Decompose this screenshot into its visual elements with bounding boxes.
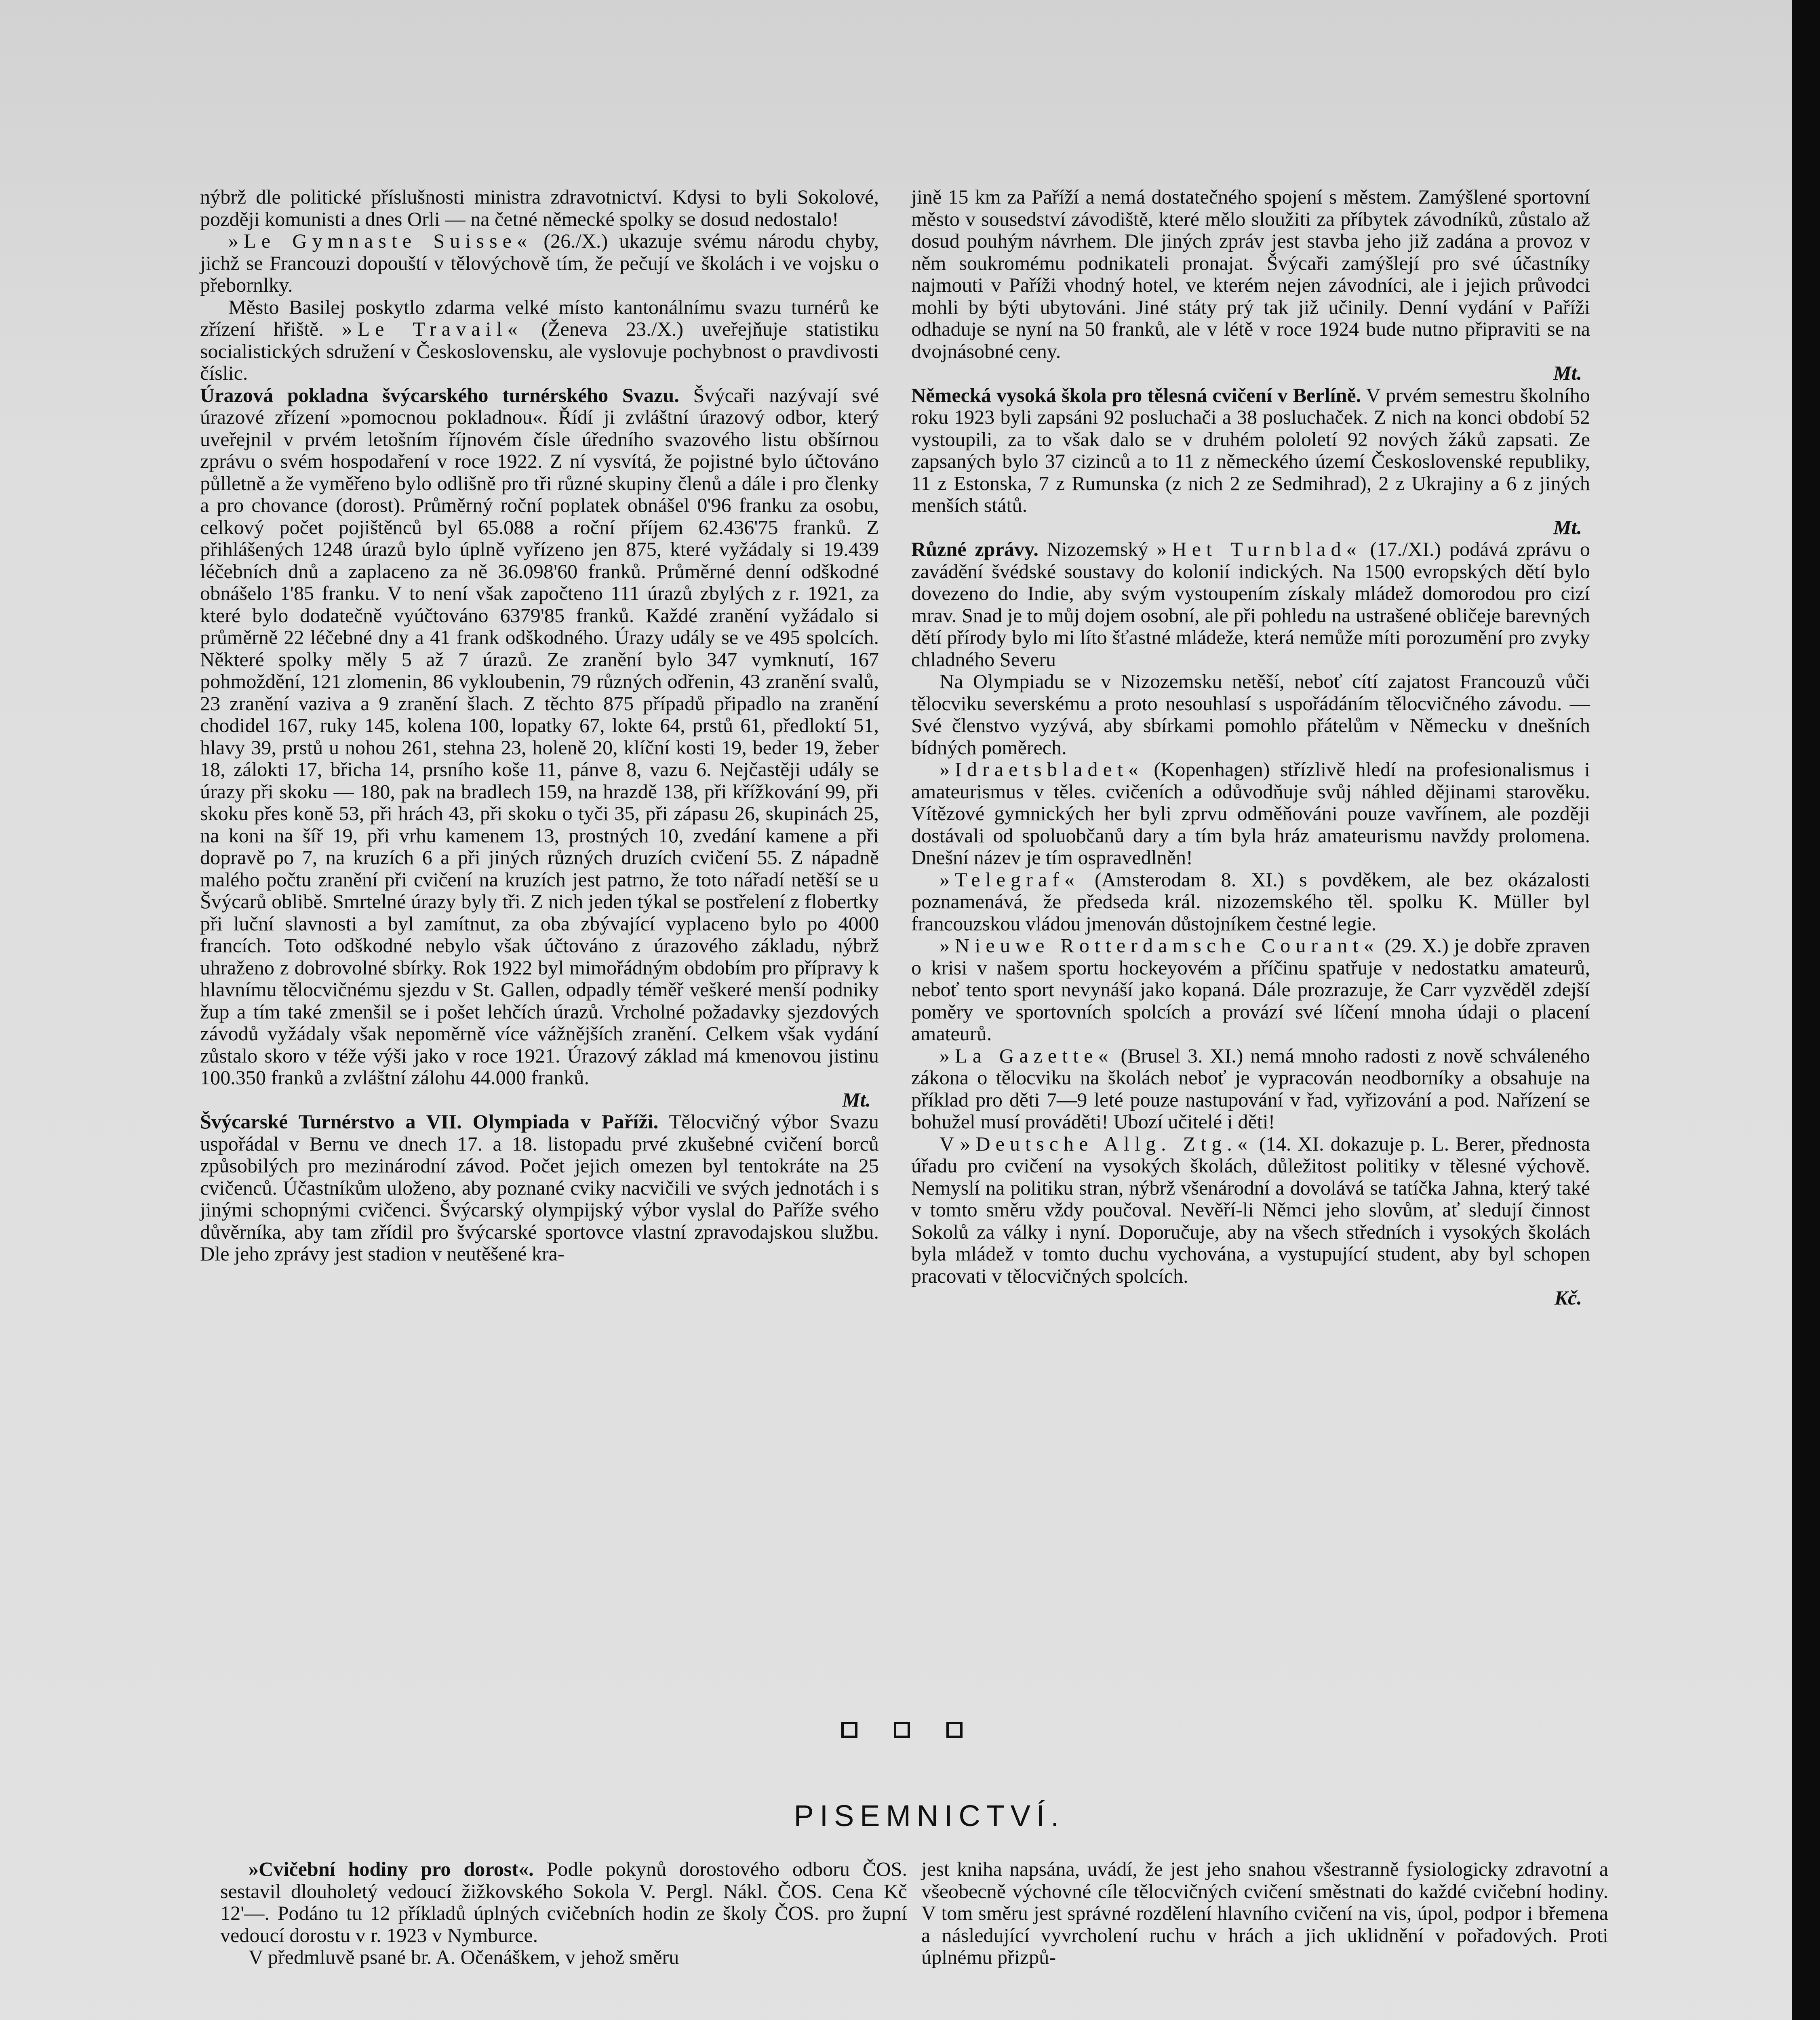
- square-ornament: [946, 1722, 963, 1738]
- paragraph: »Telegraf« (Amsterodam 8. XI.) s povděkem, ale bez okázalosti poznamenává, že předseda král. nizozemského těl. spolku K. Müller byl francouzskou vládou jmenován důstojníkem čestné legie.: [911, 868, 1590, 935]
- paragraph: V předmluvě psané br. A. Očenáškem, v jehož směru: [249, 1946, 679, 1968]
- article-heading: Úrazová pokladna švýcarského turnérského Svazu.: [200, 383, 679, 406]
- book-title: »Cvičební hodiny pro dorost«.: [249, 1858, 534, 1880]
- article-heading: Různé zprávy.: [911, 538, 1038, 560]
- article-heading: Švýcarské Turnérstvo a VII. Olympiada v Paříži.: [200, 1110, 659, 1133]
- paragraph: Německá vysoká škola pro tělesná cvičení v Berlíně. V prvém semestru školního roku 1923 byli zapsáni 92 posluchači a 38 posluchaček. Z nich na konci období 52 vystoupili, za to však dalo se v druhém pololetí 92 nových žáků zapsati. Ze zapsaných bylo 37 cizinců a to 11 z německého území Československé republiky, 11 z Estonska, 7 z Rumunska (z nich 2 ze Sedmihrad), 2 z Ukrajiny a 6 z jiných menších států.: [911, 383, 1590, 516]
- literature-right-column: [921, 1858, 1608, 1968]
- author-signature: Mt.: [842, 1088, 871, 1111]
- periodical-title: »Le Gymnaste Suisse«: [228, 229, 533, 252]
- periodical-title: »Le Travail«: [342, 318, 523, 340]
- periodical-title: »Nieuwe Rotterdamsche Courant«: [939, 934, 1379, 957]
- paragraph: V »Deutsche Allg. Ztg.« (14. XI. dokazuje p. L. Berer, přednosta úřadu pro cvičení na vysokých školách, důležitost politiky v tělesné výchově. Nemyslí na politiku stran, nýbrž všenárodní a dovolává se tatíčka Jahna, který také v tomto směru vždy poučoval. Nevěří-li Němci jeho slovům, ať sledují činnost Sokolů za války i nyní. Doporučuje, aby na všech středních i vysokých školách byla mládež v tomto duchu vychována, a vystupující student, aby byl schopen pracovati v tělocvičných spolcích.: [911, 1132, 1590, 1287]
- section-title: PISEMNICTVÍ.: [794, 1799, 1065, 1833]
- paragraph: jest kniha napsána, uvádí, že jest jeho snahou všestranně fysiologicky zdravotní a všeobecně výchovné cíle tělocvičných cvičení směstnati do každé cvičební hodiny. V tom směru jest správné rozdělení hlavního cvičení na vis, úpol, podpor i břemena a následující vyvrcholení ruchu v hrách a jich uklidnění v pořadových. Proti úplnému přizpů-: [921, 1858, 1608, 1968]
- paragraph: »Idraetsbladet« (Kopenhagen) střízlivě hledí na profesionalismus i amateurismus v těles. cvičeních a odůvodňuje svůj náhled dějinami starověku. Vítězové gymnických her byli zprvu odměňováni pouze vavřínem, ale později dostávali od spoluobčanů dary a tím byla hráz amateurismu navždy prolomena. Dnešní název je tím ospravedlněn!: [911, 758, 1590, 869]
- square-ornament: [894, 1722, 910, 1738]
- paragraph: »Le Gymnaste Suisse« (26./X.) ukazuje svému národu chyby, jichž se Francouzi dopouští v tělovýchově tím, že pečují ve školách i ve vojsku o přebornlky.: [200, 229, 879, 296]
- paragraph: Švýcarské Turnérstvo a VII. Olympiada v Paříži. Tělocvičný výbor Svazu uspořádal v Bernu ve dnech 17. a 18. listopadu prvé zkušebné cvičení borců způsobilých pro mezinárodní závod. Počet jejich omezen byl tentokráte na 25 cvičenců. Účastníkům uloženo, aby poznané cviky nacvičili ve svých jednotách i s jinými schopnými cvičenci. Švýcarský olympijský výbor vyslal do Paříže svého důvěrníka, aby tam zřídil pro švýcarské sportovce vlastní zpravodajskou službu. Dle jeho zprávy jest stadion v neutěšené kra-: [200, 1110, 879, 1265]
- literature-left-column: [220, 1858, 907, 1968]
- author-signature: Kč.: [1554, 1286, 1582, 1309]
- periodical-title: »Deutsche Allg. Ztg.«: [960, 1132, 1253, 1155]
- paragraph: Různé zprávy. Nizozemský »Het Turnblad« (17./XI.) podává zprávu o zavádění švédské soustavy do kolonií indických. Na 1500 evropských dětí bylo dovezeno do Indie, aby svým vystoupením získaly mládež domorodou pro cizí mrav. Snad je to můj dojem osobní, ale při pohledu na ustrašené obličeje barevných dětí přírody bylo mi líto šťastné mládeže, která nemůže míti porozumění pro zvyky chladného Severu: [911, 538, 1590, 671]
- signature-line: [911, 516, 1590, 539]
- periodical-title: »Het Turnblad«: [1156, 538, 1362, 560]
- signature-line: [200, 1089, 879, 1111]
- paragraph: jině 15 km za Paříží a nemá dostatečného spojení s městem. Zamýšlené sportovní město v sousedství závodiště, které mělo sloužiti za příbytek závodníků, zůstalo až dosud pouhým návrhem. Dle jiných zpráv jest stavba jeho již zadána a provoz v něm soukromému podnikateli pronajat. Švýcaři zamýšlejí pro své účastníky najmouti v Paříži vhodný hotel, ve kterém nejen závodníci, ale i jejich průvodci mohli by býti ubytováni. Jiné státy prý tak již učinily. Denní vydání v Paříži odhaduje se nyní na 50 franků, ale v létě v roce 1924 bude nutno připraviti se na dvojnásobné ceny.: [911, 185, 1590, 362]
- scan-edge-right: [1792, 0, 1820, 2020]
- paragraph: »La Gazette« (Brusel 3. XI.) nemá mnoho radosti z nově schváleného zákona o tělocviku na školách neboť je vypracován neodborníky a obsahuje na příklad pro děti 7—9 leté pouze nastupování v řad, vyřizování a pod. Nařízení se bohužel musí prováděti! Ubozí učitelé i děti!: [911, 1044, 1590, 1133]
- author-signature: Mt.: [1553, 362, 1582, 384]
- square-ornament: [841, 1722, 857, 1738]
- article-heading: Německá vysoká škola pro tělesná cvičení v Berlíně.: [911, 383, 1361, 406]
- right-column: [911, 186, 1590, 1309]
- paragraph: Město Basilej poskytlo zdarma velké místo kantonálnímu svazu turnérů ke zřízení hřiště. »Le Travail« (Ženeva 23./X.) uveřejňuje statistiku socialistických sdružení v Československu, ale vyslovuje pochybnost o pravdivosti číslic.: [200, 295, 879, 384]
- periodical-title: »La Gazette«: [939, 1044, 1114, 1067]
- paragraph: nýbrž dle politické příslušnosti ministra zdravotnictví. Kdysi to byli Sokolové, později komunisti a dnes Orli — na četné německé spolky se dosud nedostalo!: [200, 185, 879, 230]
- paragraph: »Nieuwe Rotterdamsche Courant« (29. X.) je dobře zpraven o krisi v našem sportu hockeyovém a příčinu spatřuje v nedostatku amateurů, neboť tento sport nevynáší jako kopaná. Dále prozrazuje, že Carr vyzvěděl zdejší poměry ve sportovních spolcích a provází své líčení mnoha údaji o placení amateurů.: [911, 934, 1590, 1045]
- signature-line: [911, 1287, 1590, 1309]
- left-column: [200, 186, 879, 1265]
- paragraph: »Cvičební hodiny pro dorost«. Podle pokynů dorostového odboru ČOS. sestavil dlouholetý vedoucí žižkovského Sokola V. Pergl. Nákl. ČOS. Cena Kč 12'—. Podáno tu 12 příkladů úplných cvičebních hodin ze školy ČOS. pro župní vedoucí dorostu v r. 1923 v Nymburce.: [220, 1858, 907, 1946]
- author-signature: Mt.: [1553, 516, 1582, 539]
- paragraph: Na Olympiadu se v Nizozemsku netěší, neboť cítí zajatost Francouzů vůči tělocviku severskému a proto nesouhlasí s uspořádáním tělocvičného závodu. — Své členstvo vyzývá, aby sbírkami pomohlo přátelům v Německu v dnešních bídných poměrech.: [911, 670, 1590, 759]
- periodical-title: »Idraetsbladet«: [939, 758, 1144, 781]
- periodical-title: »Telegraf«: [939, 868, 1080, 891]
- section-divider: [841, 1722, 963, 1742]
- signature-line: [911, 362, 1590, 384]
- paragraph: Úrazová pokladna švýcarského turnérského Svazu. Švýcaři nazývají své úrazové zřízení »pomocnou pokladnou«. Řídí ji zvláštní úrazový odbor, který uveřejnil v prvém letošním říjnovém čísle úředního svazového listu obšírnou zprávu o svém hospodaření v roce 1922. Z ní vysvítá, že pojistné bylo účtováno půlletně a že vyměřeno bylo odlišně pro tři různé skupiny členů a dále i pro členky a pro chovance (dorost). Průměrný roční poplatek obnášel 0'96 franku za osobu, celkový počet pojištěnců byl 65.088 a roční příjem 62.436'75 franků. Z přihlášených 1248 úrazů bylo úplně vyřízeno jen 875, které vyžádaly si 19.439 léčebních dnů a zaplaceno za ně 36.098'60 franků. Průměrné denní odškodné obnášelo 1'85 franku. V to není však započteno 111 úrazů zbylých z r. 1921, za které bylo dodatečně vyúčtováno 6379'85 franků. Každé zranění vyžádalo si průměrně 22 léčebné dny a 41 frank odškodného. Úrazy udály se ve 495 spolcích. Některé spolky měly 5 až 7 úrazů. Ze zranění bylo 347 vymknutí, 167 pohmoždění, 121 zlomenin, 86 vykloubenin, 79 různých odřenin, 43 zranění svalů, 23 zranění vaziva a 9 zranění šlach. Z těchto 875 případů připadlo na zranění chodidel 167, ruky 145, kolena 100, lopatky 67, lokte 64, prstů 61, předloktí 51, hlavy 39, prstů u nohou 261, stehna 23, holeně 20, klíční kosti 19, beder 19, žeber 18, zálokti 17, břicha 14, prsního koše 11, pánve 8, vazu 6. Nejčastěji udály se úrazy při skoku — 180, pak na bradlech 159, na hrazdě 138, při křížkování 99, při skoku přes koně 53, při hrách 43, při skoku o tyči 35, při zápasu 26, skupinách 25, na koni na šíř 19, při vrhu kamenem 13, prostných 10, zvedání kamene a při dopravě po 7, na kruzích 6 a při jiných různých druzích cvičení 55. Z nápadně malého počtu zranění při cvičení na kruzích jest patrno, že toto nářadí netěší se u Švýcarů oblibě. Smrtelné úrazy byly tři. Z nich jeden týkal se postřelení z flobertky při luční slavnosti a byl zamítnut, za oba zbývající vyplaceno bylo po 4000 francích. Toto odškodné nebylo však účtováno z úrazového základu, nýbrž uhraženo z dobrovolné sbírky. Rok 1922 byl mimořádným obdobím pro přípravy k hlavnímu tělocvičnému sjezdu v St. Gallen, odpadly téměř veškeré menší podniky žup a tím také zmenšil se i pošet lehčích úrazů. Vrcholné požadavky sjezdových závodů vyžádaly však nepoměrně více vážnějších zranění. Celkem však vydání zůstalo skoro v téže výši jako v roce 1921. Úrazový základ má kmenovou jistinu 100.350 franků a zvláštní zálohu 44.000 franků.: [200, 383, 879, 1089]
